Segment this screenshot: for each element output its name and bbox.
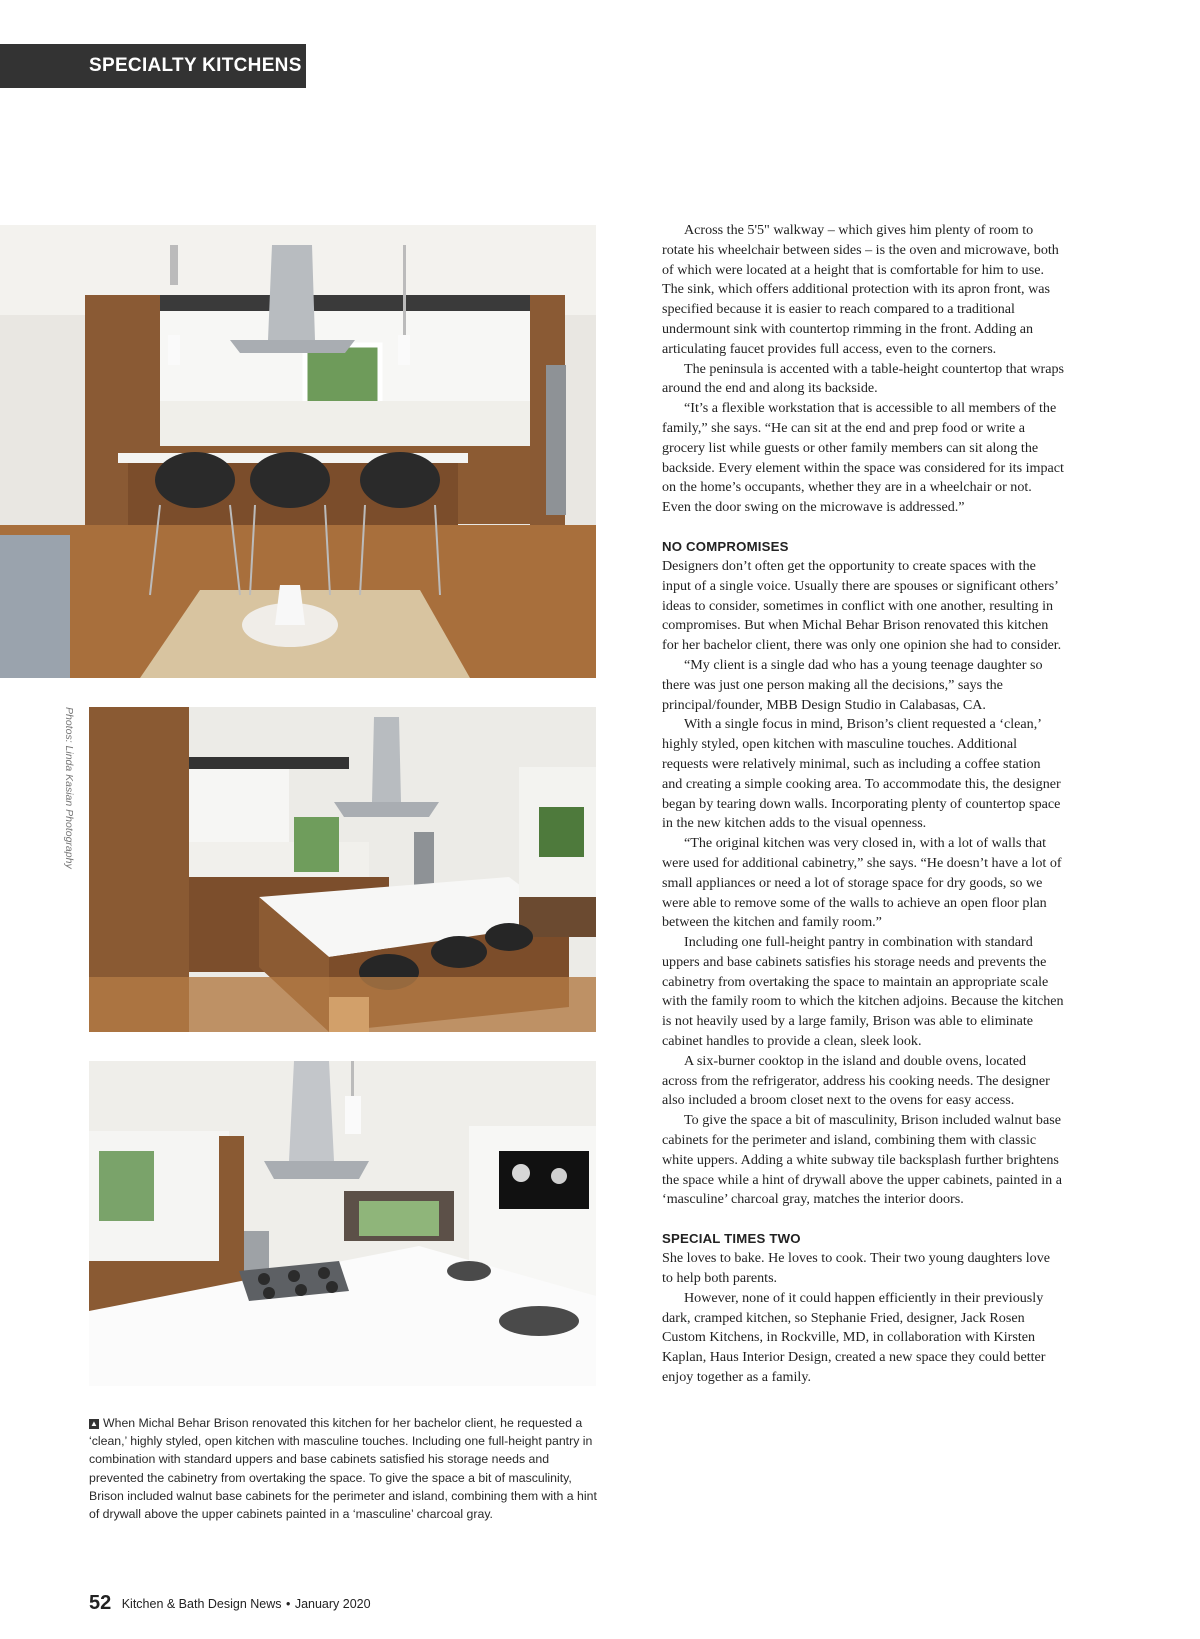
page-number: 52 [89, 1592, 112, 1614]
article-body [662, 221, 1064, 1388]
subheading-no-compromises: NO COMPROMISES [662, 538, 789, 554]
article-paragraph: Designers don’t often get the opportunity to create spaces with the input of a single voice. Usually there are spouses or significant others’ ideas to consider, sometimes in conflict with one another, resulting in compromises. But when Michal Behar Brison renovated this kitchen for her bachelor client, there was only one opinion she had to consider. [662, 557, 1062, 654]
article-paragraph: To give the space a bit of masculinity, Brison included walnut base cabinets for the perimeter and island, combining them with classic white uppers. Adding a white subway tile backsplash further brightens the space while a hint of drywall above the upper cabinets, painted in a ‘masculine’ charcoal gray, matches the interior doors. [662, 1112, 1062, 1208]
article-paragraph: With a single focus in mind, Brison’s client requested a ‘clean,’ highly styled, open kitchen with masculine touches. Additional requests were relatively minimal, such as including a coffee station and creating a simple cooking area. To accommodate this, the designer began by tearing down walls. Incorporating plenty of countertop space in the new kitchen adds to the visual openness. [662, 716, 1061, 832]
caption-text: When Michal Behar Brison renovated this kitchen for her bachelor client, he requested a ‘clean,’ highly styled, open kitchen with masculine touches. Including one full-height pantry in combination with standard uppers and base cabinets satisfied his storage needs and prevented the cabinetry from overtaking the space. To give the space a bit of masculinity, Brison included walnut base cabinets for the perimeter and island, combining them with a hint of drywall above the upper cabinets painted in a ‘masculine’ charcoal gray. [89, 1416, 597, 1522]
subheading-special-times-two: SPECIAL TIMES TWO [662, 1231, 801, 1247]
arrow-up-icon: ▲ [90, 1419, 98, 1428]
publication-name: Kitchen & Bath Design News [121, 1597, 282, 1611]
kitchen-photo-cooktop [89, 1061, 596, 1386]
article-paragraph: She loves to bake. He loves to cook. Their two young daughters love to help both parents. [662, 1250, 1051, 1287]
photo-caption [89, 1414, 597, 1523]
article-paragraph: A six-burner cooktop in the island and double ovens, located across from the refrigerator, address his cooking needs. The designer also included a broom closet next to the ovens for easy access. [662, 1052, 1050, 1109]
kitchen-photo-front-island [0, 225, 596, 678]
footer-separator: • [285, 1597, 291, 1611]
page-footer [89, 1592, 371, 1616]
article-paragraph: Across the 5'5" walkway – which gives him plenty of room to rotate his wheelchair between sides – is the oven and microwave, both of which were located at a height that is comfortable for him to use. The sink, which offers additional protection with its apron front, was specified because it is easier to reach compared to a traditional undermount sink with countertop rimming in the front. Adding an articulating faucet provides full access, even to the corners. [662, 222, 1059, 357]
article-paragraph: However, none of it could happen efficiently in their previously dark, cramped kitchen, so Stephanie Fried, designer, Jack Rosen Custom Kitchens, in Rockville, MD, in collaboration with Kirsten Kaplan, Haus Interior Design, created a new space they could better enjoy together as a family. [662, 1289, 1046, 1386]
section-header: SPECIALTY KITCHENS [0, 44, 306, 88]
kitchen-photo-island-angle [89, 707, 596, 1032]
article-paragraph: “My client is a single dad who has a young teenage daughter so there was just one person making all the decisions,” says the principal/founder, MBB Design Studio in Calabasas, CA. [662, 656, 1043, 713]
photo-credit: Photos: Linda Kasian Photography [63, 707, 75, 869]
issue-date: January 2020 [294, 1597, 371, 1611]
article-paragraph: The peninsula is accented with a table-height countertop that wraps around the end and along its backside. [662, 360, 1065, 397]
article-paragraph: Including one full-height pantry in combination with standard uppers and base cabinets satisfies his storage needs and prevents the cabinetry from overtaking the space to maintain an appropriate scale with the family room to which the kitchen adjoins. Because the kitchen is not heavily used by a large family, Brison was able to eliminate cabinet handles to provide a clean, sleek look. [662, 934, 1064, 1050]
article-paragraph: “The original kitchen was very closed in, with a lot of walls that were used for additional cabinetry,” she says. “He doesn’t have a lot of small appliances or need a lot of storage space for dry goods, so we were able to remove some of the walls to achieve an open floor plan between the kitchen and family room.” [662, 835, 1062, 931]
article-paragraph: “It’s a flexible workstation that is accessible to all members of the family,” she says. “He can sit at the end and prep food or write a grocery list while guests or other family members can sit along the backside. Every element within the space was considered for its impact on the home’s occupants, whether they are in a wheelchair or not. Even the door swing on the microwave is addressed.” [662, 400, 1064, 516]
